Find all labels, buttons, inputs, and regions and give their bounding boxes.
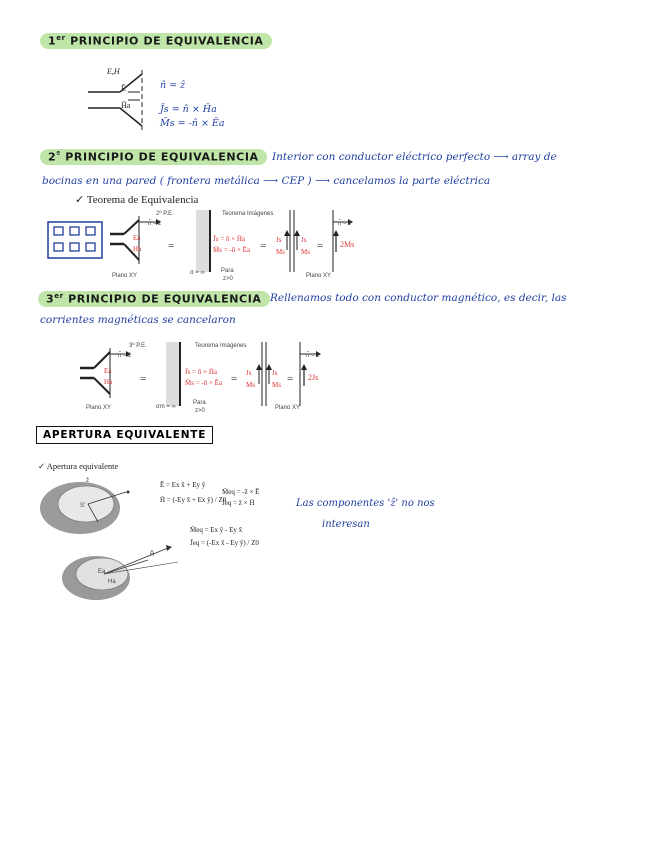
fig3-label-para: Para bbox=[193, 400, 206, 406]
fig2-n-hat: n̂ = ẑ bbox=[148, 221, 162, 227]
fig3-n-hat: n̂ = ẑ bbox=[118, 353, 132, 359]
fig3-label-plano2: Plano XY bbox=[275, 405, 301, 411]
fig4-label-ea: Ea bbox=[98, 569, 106, 575]
section2-heading bbox=[40, 149, 267, 165]
fig4-eq1: Ē = Ex x̂ + Ey ŷ bbox=[160, 481, 206, 489]
section1-number: 1 bbox=[48, 34, 57, 48]
fig4-eq4: J̄eq = ẑ × H̄ bbox=[222, 499, 255, 507]
fig2-js2: Js bbox=[301, 236, 307, 244]
section2-title: PRINCIPIO DE EQUIVALENCIA bbox=[65, 150, 259, 164]
fig4-drawing bbox=[38, 474, 198, 606]
section3-note-line1: Rellenamos todo con conductor magnético, es decir, las bbox=[270, 292, 567, 304]
fig3-ea: Ea bbox=[104, 367, 112, 375]
fig3-label-pe: 3º P.E. bbox=[129, 343, 147, 349]
diagram1-label-h: H̄a bbox=[121, 101, 131, 110]
fig2-eq3: = bbox=[317, 240, 324, 252]
fig3-eq3: = bbox=[287, 373, 294, 385]
section2-sup: º bbox=[56, 150, 61, 158]
fig3-eq1: = bbox=[140, 373, 147, 385]
fig2-js: Js bbox=[276, 236, 282, 244]
fig2-ms: Ms bbox=[276, 248, 285, 256]
diagram1-label-e: Ē bbox=[121, 84, 126, 93]
fig2-eq1: = bbox=[168, 240, 175, 252]
diagram1-eq-j: J̄s = n̂ × H̄a bbox=[160, 104, 217, 115]
fig2-label-z: z>0 bbox=[223, 276, 233, 282]
fig3-n-hat2: n̂ = ẑ bbox=[306, 353, 320, 359]
fig4-label-ha: Ha bbox=[108, 579, 116, 585]
section1-heading bbox=[40, 33, 272, 49]
fig4-eq2: H̄ = (-Ey x̂ + Ex ŷ) / Z0 bbox=[160, 496, 227, 504]
fig2-label-pe: 2º P.E. bbox=[156, 211, 174, 217]
fig3-drawing bbox=[78, 340, 338, 412]
fig2-ms2: Ms bbox=[301, 248, 310, 256]
fig3-label-img: Teorema Imágenes bbox=[195, 343, 247, 349]
fig3-ms: Ms bbox=[246, 381, 255, 389]
fig4-eq3: M̄eq = -ẑ × Ē bbox=[222, 488, 260, 496]
fig4-eq6: J̄eq = (-Ex x̂ - Ey ŷ) / Z0 bbox=[190, 539, 259, 547]
diagram1-eq-n: n̂ = ẑ bbox=[160, 80, 186, 91]
section3-heading bbox=[38, 291, 270, 307]
fig3-label-z: z>0 bbox=[195, 408, 205, 414]
fig2-caption: ✓ Teorema de Equivalencia bbox=[75, 194, 199, 206]
diagram1-eq-m: M̄s = -n̂ × Ēa bbox=[160, 118, 225, 129]
apertura-note-line1: Las componentes 'ẑ' no nos bbox=[296, 498, 435, 509]
fig2-label-para: Para bbox=[221, 268, 234, 274]
fig2-eq2: = bbox=[260, 240, 267, 252]
fig3-js: Js bbox=[246, 369, 252, 377]
fig3-js2: Js bbox=[272, 369, 278, 377]
fig2-label-sigma: σ = ∞ bbox=[190, 270, 205, 276]
section2-note-line2: bocinas en una pared ( frontera metálica ⟶ CEP ) ⟶ cancelamos la parte eléctrica bbox=[42, 175, 491, 187]
apertura-note-line2: interesan bbox=[322, 519, 370, 530]
fig2-j-eq: J̄s = n̂ × H̄a bbox=[213, 235, 246, 243]
section2-note-line1: Interior con conductor eléctrico perfecto ⟶ array de bbox=[272, 151, 557, 163]
diagram1-label-eh: E,H bbox=[107, 67, 120, 76]
fig3-label-sigma: σm = ∞ bbox=[156, 404, 176, 410]
fig2-m-eq: M̄s = -n̂ × Ēa bbox=[213, 246, 251, 254]
fig4-eq5: M̄eq = Ex ŷ - Ey x̂ bbox=[190, 526, 243, 534]
fig3-result: 2Js bbox=[308, 373, 319, 382]
fig2-result: 2Ms bbox=[340, 240, 355, 249]
section1-title: PRINCIPIO DE EQUIVALENCIA bbox=[70, 34, 264, 48]
fig3-ms2: Ms bbox=[272, 381, 281, 389]
fig3-m-eq: M̄s = -n̂ × Ēa bbox=[185, 379, 223, 387]
fig2-n-hat2: n̂ = ẑ bbox=[338, 221, 352, 227]
section3-sup: er bbox=[54, 292, 64, 300]
apertura-heading: APERTURA EQUIVALENTE bbox=[36, 426, 213, 444]
fig2-label-plano: Plano XY bbox=[112, 273, 138, 279]
fig4-label-r: R̂ bbox=[150, 552, 155, 558]
fig3-eq2: = bbox=[231, 373, 238, 385]
fig2-label-img: Teorema Imágenes bbox=[222, 211, 274, 217]
fig2-ha: Ha bbox=[133, 245, 142, 253]
fig2-label-plano2: Plano XY bbox=[306, 273, 332, 279]
fig4-label-s: S' bbox=[80, 503, 86, 509]
section2-number: 2 bbox=[48, 150, 57, 164]
section3-number: 3 bbox=[46, 292, 55, 306]
fig3-ha: Ha bbox=[104, 378, 113, 386]
fig3-j-eq: J̄s = n̂ × H̄a bbox=[185, 368, 218, 376]
section1-sup: er bbox=[56, 34, 66, 42]
section3-note-line2: corrientes magnéticas se cancelaron bbox=[40, 314, 236, 326]
fig4-caption: ✓ Apertura equivalente bbox=[38, 461, 119, 471]
fig2-ea: Ea bbox=[133, 234, 141, 242]
fig3-label-plano: Plano XY bbox=[86, 405, 112, 411]
fig4-label-z: ẑ bbox=[86, 478, 89, 484]
section3-title: PRINCIPIO DE EQUIVALENCIA bbox=[68, 292, 262, 306]
